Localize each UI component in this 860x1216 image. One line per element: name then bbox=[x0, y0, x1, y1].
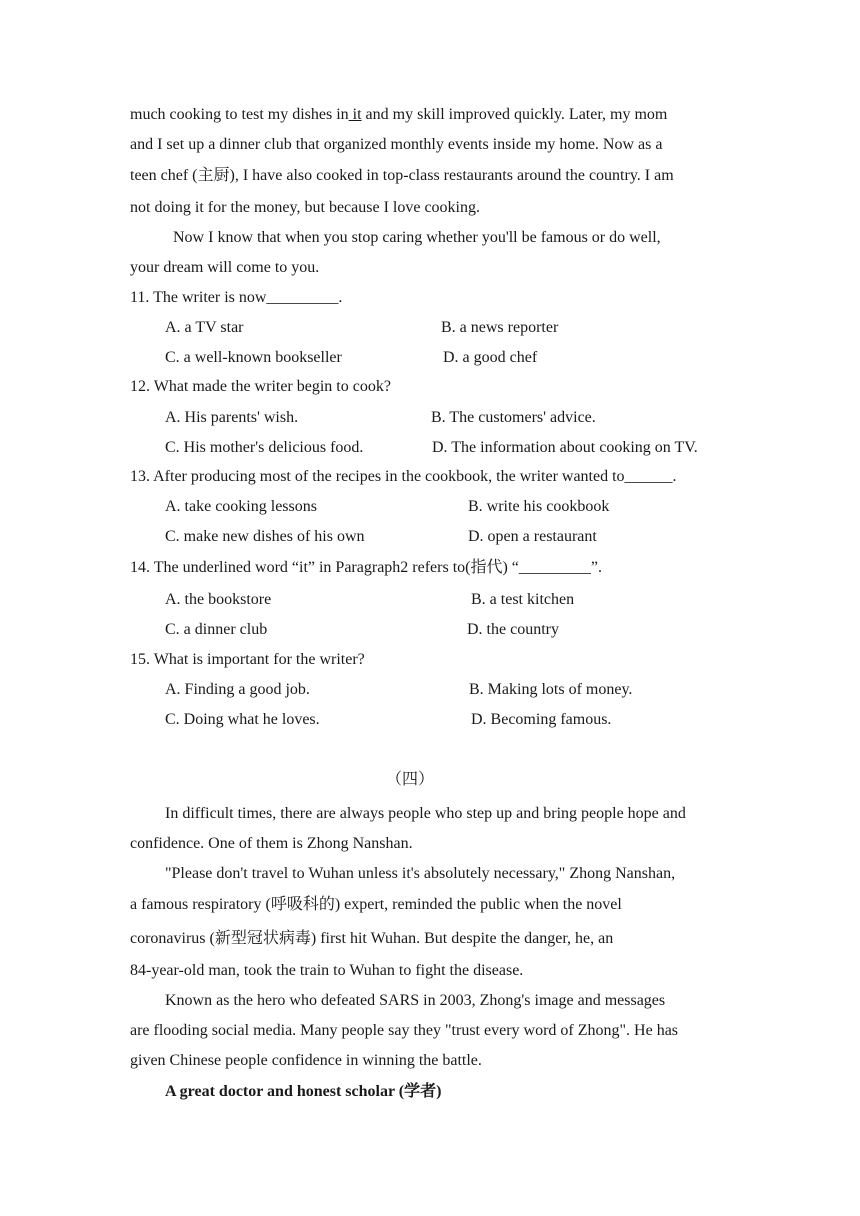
passage-line: 84-year-old man, took the train to Wuhan to fight the disease. bbox=[130, 962, 524, 979]
option-c: C. Doing what he loves. bbox=[165, 711, 320, 728]
option-d: D. a good chef bbox=[443, 349, 538, 366]
option-d: D. Becoming famous. bbox=[471, 711, 612, 728]
option-b: B. a test kitchen bbox=[471, 591, 575, 608]
option-b: B. Making lots of money. bbox=[469, 681, 633, 698]
passage-line: are flooding social media. Many people say they "trust every word of Zhong". He has bbox=[130, 1022, 679, 1039]
question-stem: 14. The underlined word “it” in Paragraph2 refers to(指代) “_________”. bbox=[130, 559, 603, 576]
option-a: A. take cooking lessons bbox=[165, 498, 317, 515]
passage-text: and my skill improved quickly. Later, my mom bbox=[361, 106, 668, 123]
underlined-word: it bbox=[348, 106, 362, 123]
passage-line: not doing it for the money, but because I love cooking. bbox=[130, 199, 480, 216]
passage-line: and I set up a dinner club that organized monthly events inside my home. Now as a bbox=[130, 136, 663, 153]
question-stem: 15. What is important for the writer? bbox=[130, 651, 365, 668]
passage-line: a famous respiratory (呼吸科的) expert, reminded the public when the novel bbox=[130, 896, 622, 913]
passage-text: much cooking to test my dishes in bbox=[130, 106, 349, 123]
question-stem: 13. After producing most of the recipes in the cookbook, the writer wanted to______. bbox=[130, 468, 677, 485]
passage-line: "Please don't travel to Wuhan unless it's absolutely necessary," Zhong Nanshan, bbox=[165, 865, 676, 882]
passage-line: teen chef (主厨), I have also cooked in top-class restaurants around the country. I am bbox=[130, 167, 674, 184]
option-c: C. a well-known bookseller bbox=[165, 349, 342, 366]
option-c: C. His mother's delicious food. bbox=[165, 439, 364, 456]
option-d: D. open a restaurant bbox=[468, 528, 597, 545]
question-stem: 11. The writer is now_________. bbox=[130, 289, 343, 306]
subheading: A great doctor and honest scholar (学者) bbox=[165, 1083, 442, 1100]
passage-line: Known as the hero who defeated SARS in 2003, Zhong's image and messages bbox=[165, 992, 666, 1009]
passage-line: coronavirus (新型冠状病毒) first hit Wuhan. But despite the danger, he, an bbox=[130, 930, 614, 947]
option-c: C. a dinner club bbox=[165, 621, 268, 638]
option-a: A. the bookstore bbox=[165, 591, 272, 608]
option-a: A. a TV star bbox=[165, 319, 244, 336]
option-b: B. The customers' advice. bbox=[431, 409, 596, 426]
option-d: D. The information about cooking on TV. bbox=[432, 439, 698, 456]
passage-line bbox=[130, 105, 667, 125]
passage-line: confidence. One of them is Zhong Nanshan. bbox=[130, 835, 413, 852]
passage-line: your dream will come to you. bbox=[130, 259, 320, 276]
question-stem: 12. What made the writer begin to cook? bbox=[130, 378, 391, 395]
option-a: A. Finding a good job. bbox=[165, 681, 310, 698]
option-d: D. the country bbox=[467, 621, 559, 638]
option-a: A. His parents' wish. bbox=[165, 409, 299, 426]
section-heading: （四） bbox=[386, 771, 435, 788]
passage-line: In difficult times, there are always people who step up and bring people hope and bbox=[165, 805, 686, 822]
option-b: B. write his cookbook bbox=[468, 498, 610, 515]
passage-line: given Chinese people confidence in winning the battle. bbox=[130, 1052, 482, 1069]
passage-line: Now I know that when you stop caring whether you'll be famous or do well, bbox=[173, 229, 661, 246]
option-c: C. make new dishes of his own bbox=[165, 528, 365, 545]
option-b: B. a news reporter bbox=[441, 319, 559, 336]
